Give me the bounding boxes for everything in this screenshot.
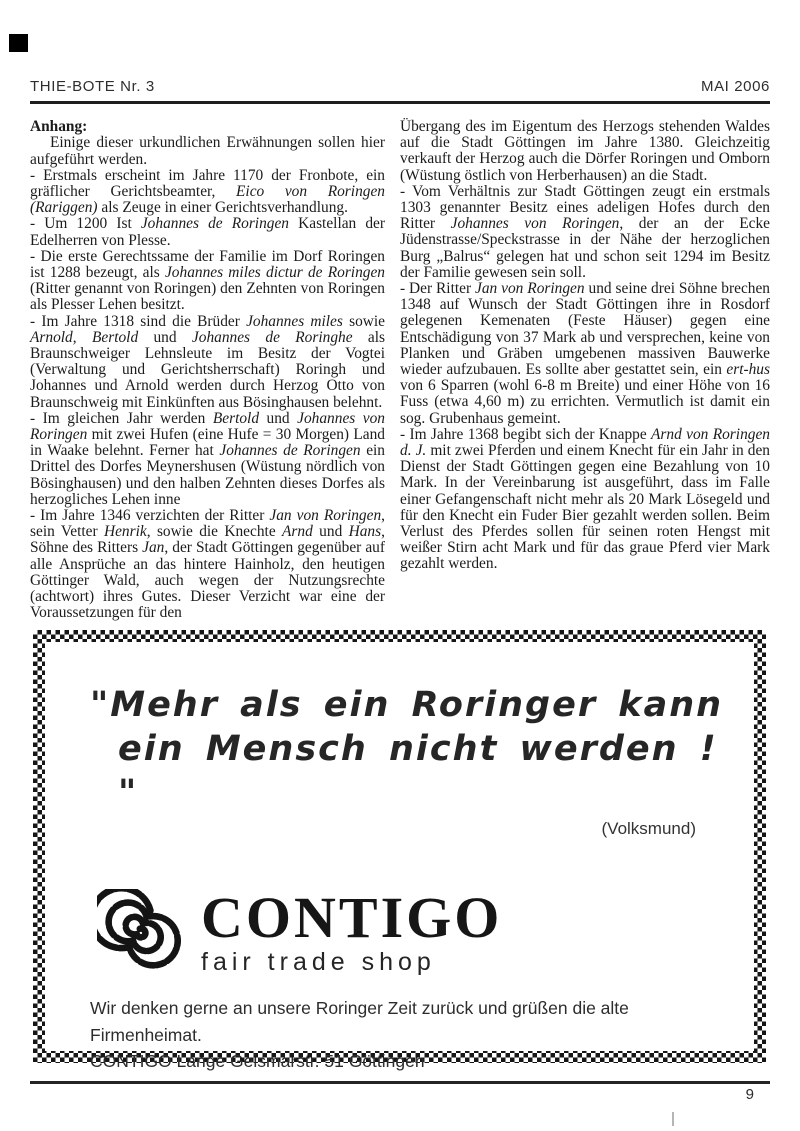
advertisement-box xyxy=(33,630,766,1071)
footer-rule xyxy=(30,1081,770,1084)
contigo-logo-text xyxy=(201,884,503,977)
page-header xyxy=(30,78,770,95)
ad-message xyxy=(90,995,744,1074)
article-column-left xyxy=(30,119,385,622)
paragraph: - Um 1200 Ist Johannes de Roringen Kastellan der Edelherren von Plesse. xyxy=(30,215,386,249)
issue-date: MAI 2006 xyxy=(700,78,770,95)
paragraph: - Im Jahre 1368 begibt sich der Knappe Arnd von Roringen d. J. mit zwei Pferden und einem Knecht für ein Jahr in den Dienst der Stadt Göttingen gegen eine Bezahlung von 10 Mark. In der Vereinbarung ist ausgeführt, dass im Falle einer Gefangenschaft nicht mehr als 20 Mark Lösegeld und für den Knecht ein Fuder Bier gezahlt werden sollen. Beim Verlust des Pferdes sollen für seinen roten Hengst mit weißer Stirn acht Mark und für das graue Pferd vier Mark gezahlt werden. xyxy=(400,425,770,573)
paragraph: Übergang des im Eigentum des Herzogs stehenden Waldes auf die Stadt Göttingen im Jahre 1380. Gleichzeitig verkauft der Herzog auch die Dörfer Roringen und Omborn (Wüstung östlich von Herberhausen) an die Stadt. xyxy=(400,118,770,184)
scan-artifact-tick xyxy=(672,1112,674,1126)
paragraph: - Die erste Gerechtssame der Familie im Dorf Roringen ist 1288 bezeugt, als Johannes miles dictur de Roringen (Ritter genannt von Roringen) den Zehnten von Roringen als Plesser Lehen besitzt. xyxy=(30,247,385,314)
ad-message-line2: CONTIGO Lange Geismarstr. 51 Göttingen xyxy=(90,1050,425,1071)
ad-quote xyxy=(90,684,744,815)
ad-quote-attribution: (Volksmund) xyxy=(601,819,696,839)
contigo-tagline: fair trade shop xyxy=(201,947,436,976)
article-body xyxy=(30,119,770,622)
scan-artifact-square xyxy=(9,34,28,52)
paragraph: - Erstmals erscheint im Jahre 1170 der Fronbote, ein gräflicher Gerichtsbeamter, Eico von Roringen (Rariggen) als Zeuge in einer Gerichtsverhandlung. xyxy=(30,166,385,217)
paragraph: Einige dieser urkundlichen Erwähnungen sollen hier aufgeführt werden. xyxy=(30,134,385,168)
contigo-wordmark: CONTIGO xyxy=(201,884,503,950)
ad-message-line1: Wir denken gerne an unsere Roringer Zeit zurück und grüßen die alte Firmenheimat. xyxy=(90,998,629,1045)
paragraph: - Im Jahre 1318 sind die Brüder Johannes miles sowie Arnold, Bertold und Johannes de Roringhe als Braunschweiger Lehnsleute im Besitz der Vogtei (Verwaltung und Gerichtsherrschaft) Roringh und Johannes und Arnold werden durch Herzog Otto von Braunschweig mit Einkünften aus Bösinghausen belehnt. xyxy=(30,312,385,411)
ad-quote-line2: ein Mensch nicht werden ! " xyxy=(118,728,718,813)
contigo-logo xyxy=(97,884,744,977)
journal-title: THIE-BOTE Nr. 3 xyxy=(30,78,155,95)
section-heading: Anhang: xyxy=(30,118,88,135)
paragraph: - Im gleichen Jahr werden Bertold und Johannes von Roringen mit zwei Hufen (eine Hufe = 30 Morgen) Land in Waake belehnt. Ferner hat Johannes de Roringen ein Drittel des Dorfes Meynershusen (Wüstung nördlich von Bösinghausen) und den halben Zehnten dieses Dorfes als herzogliches Lehen inne xyxy=(30,409,386,508)
header-rule xyxy=(30,101,770,104)
paragraph: - Vom Verhältnis zur Stadt Göttingen zeugt ein erstmals 1303 genannter Besitz eines adeligen Hofes durch den Ritter Johannes von Roringen, der an der Ecke Jüdenstrasse/Speckstrasse in der Nähe der herzoglichen Burg „Balrus“ gelegen hat und schon seit 1294 im Besitz der Familie gewesen sein soll. xyxy=(400,182,771,281)
page-number: 9 xyxy=(745,1086,754,1103)
spiral-icon xyxy=(97,889,185,977)
ad-quote-line1: "Mehr als ein Roringer kann xyxy=(90,685,724,725)
advertisement-content xyxy=(45,642,754,1071)
paragraph: - Im Jahre 1346 verzichten der Ritter Jan von Roringen, sein Vetter Henrik, sowie die Knechte Arnd und Hans, Söhne des Ritters Jan, der Stadt Göttingen gegenüber auf alle Ansprüche an das hintere Hainholz, den heutigen Göttinger Wald, auch wegen der Nutzungsrechte (achtwort) ihres Gutes. Dieser Verzicht war eine der Voraussetzungen für den xyxy=(30,507,386,622)
article-column-right xyxy=(400,119,770,622)
paragraph: - Der Ritter Jan von Roringen und seine drei Söhne brechen 1348 auf Wunsch der Stadt Göttingen ihre in Rosdorf gelegenen Kemenaten (Feste Häuser) gegen eine Entschädigung von 37 Mark ab und versprechen, keine von Planken und Gräben umgebenen massiven Bauwerke wieder aufzubauen. Es sollte aber gestattet sein, ein ert-hus von 6 Sparren (wohl 6-8 m Breite) und einer Höhe von 16 Fuss (etwa 4,60 m) zu errichten. Vermutlich ist damit ein sog. Grubenhaus gemeint. xyxy=(400,280,770,427)
